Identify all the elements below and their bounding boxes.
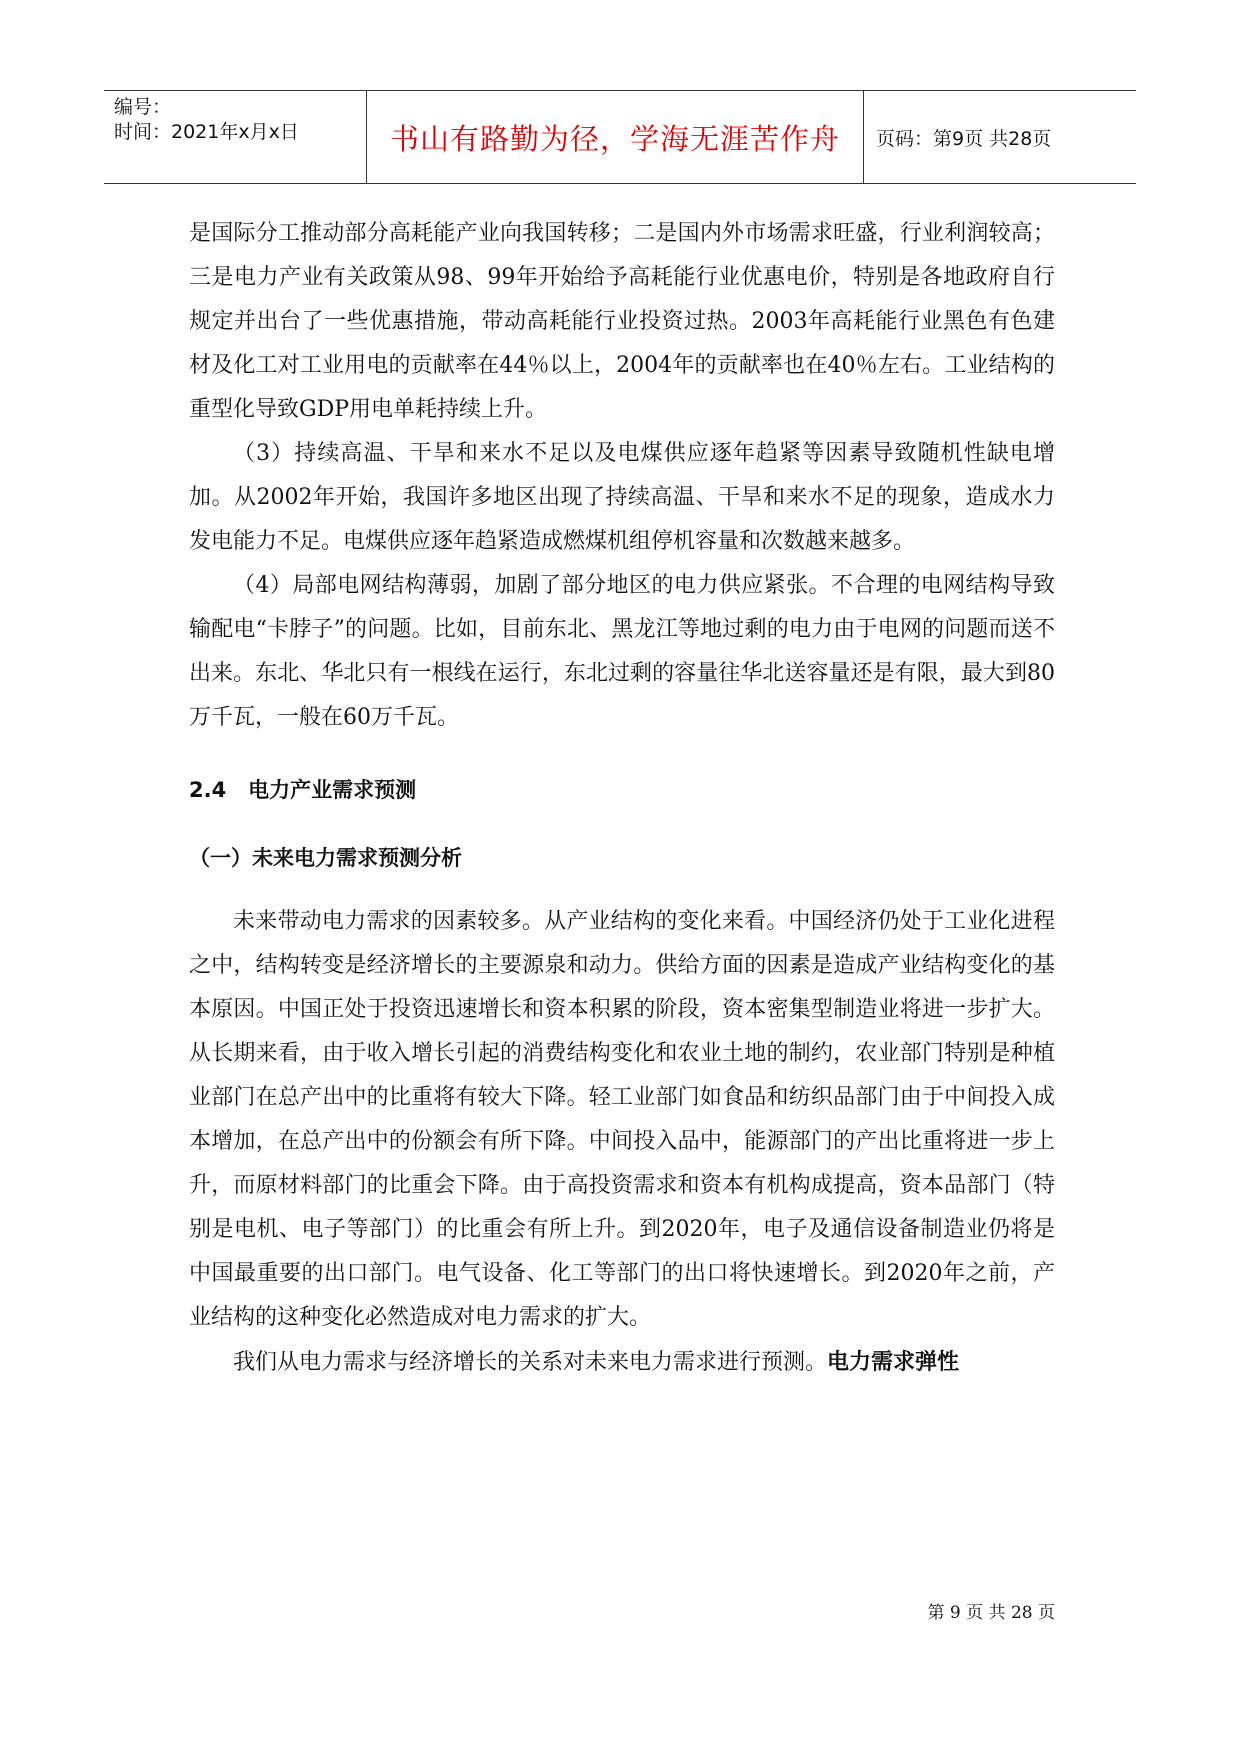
- paragraph-2: （3）持续高温、干旱和来水不足以及电煤供应逐年趋紧等因素导致随机性缺电增加。从2002年开始，我国许多地区出现了持续高温、干旱和来水不足的现象，造成水力发电能力不足。电煤供应逐年趋紧造成燃煤机组停机容量和次数越来越多。: [189, 441, 1055, 554]
- paragraph-1: 是国际分工推动部分高耗能产业向我国转移；二是国内外市场需求旺盛，行业利润较高；三是电力产业有关政策从98、99年开始给予高耗能行业优惠电价，特别是各地政府自行规定并出台了一些优惠措施，带动高耗能行业投资过热。2003年高耗能行业黑色有色建材及化工对工业用电的贡献率在44％以上，2004年的贡献率也在40％左右。工业结构的重型化导致GDP用电单耗持续上升。: [189, 221, 1055, 422]
- header-page-code: 页码：第9页 共28页: [876, 127, 1052, 150]
- paragraph-5: [189, 1340, 1055, 1385]
- page-footer: 第 9 页 共 28 页: [927, 1603, 1055, 1623]
- header-meta: [104, 91, 367, 183]
- document-body: [189, 212, 1055, 1385]
- header-table: [104, 90, 1136, 184]
- document-number-label: 编号：: [114, 96, 172, 118]
- header-motto: 书山有路勤为径，学海无涯苦作舟: [389, 121, 840, 156]
- paragraph-5-bold-text: 电力需求弹性: [827, 1349, 960, 1375]
- sub-heading: （一）未来电力需求预测分析: [189, 846, 462, 870]
- paragraph-5-text: 我们从电力需求与经济增长的关系对未来电力需求进行预测。: [233, 1350, 828, 1375]
- section-heading: 2.4 电力产业需求预测: [189, 778, 417, 802]
- document-time-label: 时间：2021年x月x日: [114, 121, 299, 143]
- header-motto-cell: [367, 91, 864, 183]
- header-page-code-cell: [864, 91, 1136, 183]
- paragraph-3: （4）局部电网结构薄弱，加剧了部分地区的电力供应紧张。不合理的电网结构导致输配电“卡脖子”的问题。比如，目前东北、黑龙江等地过剩的电力由于电网的问题而送不出来。东北、华北只有一根线在运行，东北过剩的容量往华北送容量还是有限，最大到80万千瓦，一般在60万千瓦。: [189, 573, 1055, 730]
- paragraph-4: 未来带动电力需求的因素较多。从产业结构的变化来看。中国经济仍处于工业化进程之中，结构转变是经济增长的主要源泉和动力。供给方面的因素是造成产业结构变化的基本原因。中国正处于投资迅速增长和资本积累的阶段，资本密集型制造业将进一步扩大。从长期来看，由于收入增长引起的消费结构变化和农业土地的制约，农业部门特别是种植业部门在总产出中的比重将有较大下降。轻工业部门如食品和纺织品部门由于中间投入成本增加，在总产出中的份额会有所下降。中间投入品中，能源部门的产出比重将进一步上升，而原材料部门的比重会下降。由于高投资需求和资本有机构成提高，资本品部门（特别是电机、电子等部门）的比重会有所上升。到2020年，电子及通信设备制造业仍将是中国最重要的出口部门。电气设备、化工等部门的出口将快速增长。到2020年之前，产业结构的这种变化必然造成对电力需求的扩大。: [189, 909, 1055, 1330]
